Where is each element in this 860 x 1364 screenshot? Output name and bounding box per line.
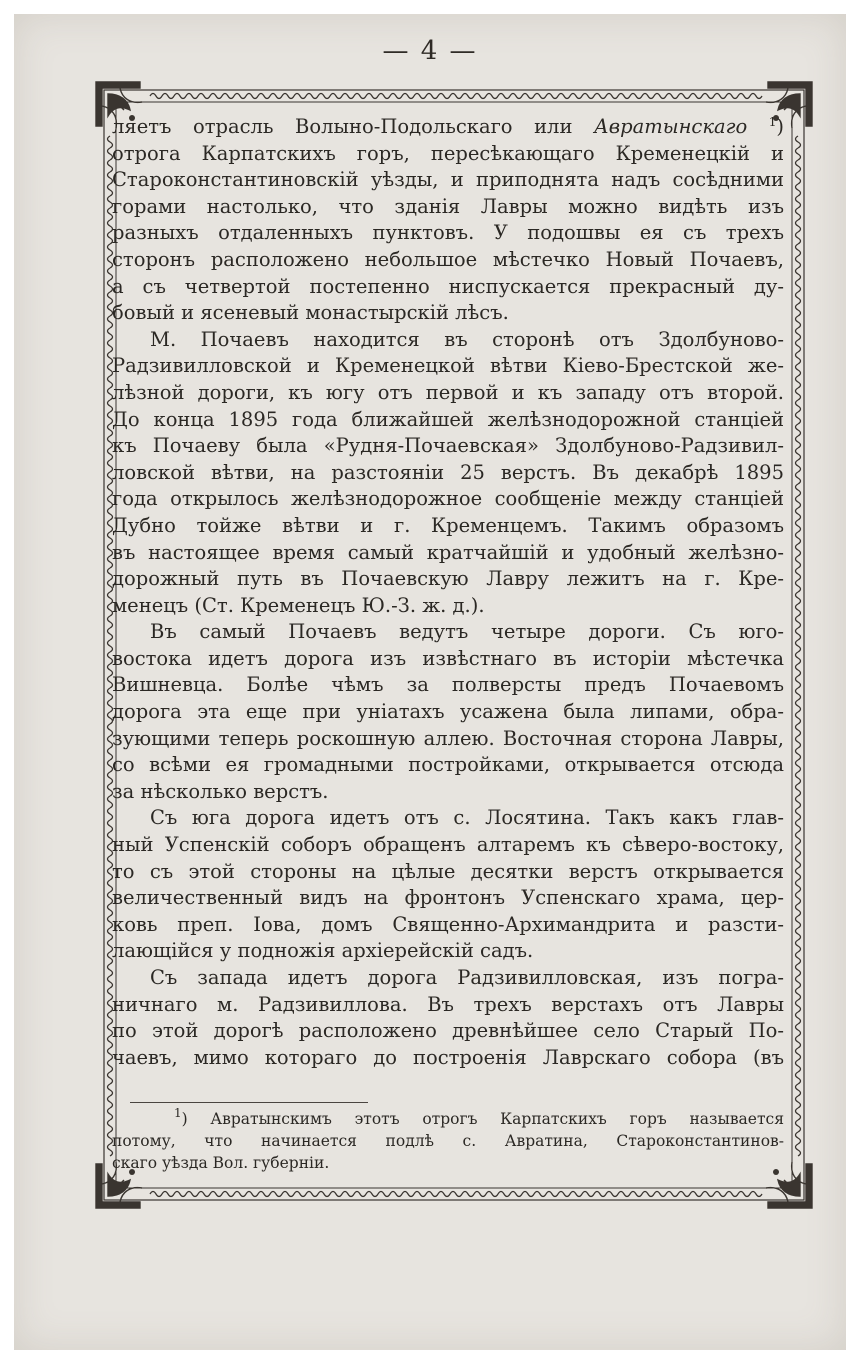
frame-chain-link bbox=[796, 1096, 801, 1108]
frame-chain-link bbox=[796, 616, 801, 628]
text-line: ничнаго м. Радзивиллова. Въ трехъ верстахъ отъ Лавры bbox=[112, 992, 784, 1016]
text-line: Вишневца. Болѣе чѣмъ за полверсты предъ Почаевомъ bbox=[112, 673, 784, 697]
frame-chain-link bbox=[402, 94, 414, 99]
frame-chain-link bbox=[186, 94, 198, 99]
frame-chain-link bbox=[690, 94, 702, 99]
text-line: менецъ (Ст. Кременецъ Ю.-З. ж. д.). bbox=[112, 593, 485, 617]
frame-chain-link bbox=[222, 94, 234, 99]
text-line: чаевъ, мимо котораго до построенія Лаврскаго собора (въ bbox=[112, 1045, 784, 1069]
text-line: то съ этой стороны на цѣлые десятки верстъ открывается bbox=[112, 859, 784, 883]
frame-chain-link bbox=[796, 592, 801, 604]
frame-chain-link bbox=[450, 94, 462, 99]
text-line: Радзивилловской и Кременецкой вѣтви Кіево-Брестской же- bbox=[112, 354, 784, 378]
frame-chain-link bbox=[796, 664, 801, 676]
frame-chain-link bbox=[402, 1192, 414, 1197]
frame-chain-link bbox=[426, 94, 438, 99]
frame-chain-link bbox=[796, 376, 801, 388]
frame-chain-link bbox=[630, 94, 642, 99]
frame-chain-link bbox=[796, 712, 801, 724]
text-line: зующими теперь роскошную аллею. Восточная сторона Лавры, bbox=[112, 726, 784, 750]
frame-chain-link bbox=[174, 1192, 186, 1197]
frame-chain-link bbox=[330, 1192, 342, 1197]
frame-chain-link bbox=[796, 1060, 801, 1072]
frame-chain-link bbox=[714, 1192, 726, 1197]
text-line: Съ юга дорога идетъ отъ с. Лосятина. Такъ какъ глав- bbox=[150, 806, 784, 830]
frame-chain-link bbox=[414, 94, 426, 99]
frame-chain-link bbox=[796, 688, 801, 700]
frame-chain-link bbox=[796, 1036, 801, 1048]
text-line: горами настолько, что зданія Лавры можно видѣть изъ bbox=[112, 194, 784, 218]
frame-chain-link bbox=[354, 94, 366, 99]
frame-chain-link bbox=[666, 1192, 678, 1197]
frame-chain-link bbox=[108, 1072, 113, 1084]
frame-chain-link bbox=[150, 1192, 162, 1197]
frame-chain-link bbox=[796, 856, 801, 868]
frame-chain-link bbox=[690, 1192, 702, 1197]
frame-chain-link bbox=[796, 748, 801, 760]
frame-chain-link bbox=[618, 1192, 630, 1197]
frame-chain-link bbox=[162, 94, 174, 99]
frame-chain-link bbox=[426, 1192, 438, 1197]
text-fragment: ) bbox=[776, 115, 784, 138]
frame-chain-link bbox=[666, 94, 678, 99]
text-line: а съ четвертой постепенно ниспускается прекрасный ду- bbox=[112, 274, 784, 298]
frame-chain-link bbox=[796, 136, 801, 148]
text-line: отрога Карпатскихъ горъ, пересѣкающаго Кременецкій и bbox=[112, 141, 784, 165]
text-line: года открылось желѣзнодорожное сообщеніе между станціей bbox=[112, 487, 784, 511]
frame-chain-link bbox=[796, 472, 801, 484]
frame-chain-link bbox=[198, 94, 210, 99]
frame-chain-link bbox=[796, 532, 801, 544]
text-line: лающійся у подножія архіерейскій садъ. bbox=[112, 939, 534, 963]
frame-chain-link bbox=[796, 280, 801, 292]
footnote bbox=[112, 1108, 784, 1174]
frame-chain-link bbox=[534, 94, 546, 99]
frame-chain-link bbox=[258, 1192, 270, 1197]
frame-chain-link bbox=[796, 676, 801, 688]
frame-chain-link bbox=[186, 1192, 198, 1197]
frame-chain-link bbox=[498, 94, 510, 99]
frame-chain-link bbox=[570, 94, 582, 99]
frame-chain-link bbox=[498, 1192, 510, 1197]
frame-chain-link bbox=[108, 1096, 113, 1108]
text-line: бовый и ясеневый монастырскій лѣсъ. bbox=[112, 301, 509, 325]
frame-chain-link bbox=[796, 988, 801, 1000]
frame-chain-link bbox=[796, 412, 801, 424]
frame-chain-link bbox=[796, 496, 801, 508]
frame-chain-link bbox=[796, 628, 801, 640]
frame-chain-link bbox=[246, 1192, 258, 1197]
frame-chain-link bbox=[726, 1192, 738, 1197]
frame-chain-link bbox=[606, 1192, 618, 1197]
frame-chain-link bbox=[702, 94, 714, 99]
frame-chain-link bbox=[738, 1192, 750, 1197]
text-line: До конца 1895 года ближайшей желѣзнодорожной станціей bbox=[112, 407, 784, 431]
frame-chain-link bbox=[796, 148, 801, 160]
frame-chain-link bbox=[210, 1192, 222, 1197]
frame-chain-link bbox=[270, 94, 282, 99]
frame-chain-link bbox=[796, 244, 801, 256]
frame-chain-link bbox=[796, 304, 801, 316]
frame-chain-link bbox=[726, 94, 738, 99]
frame-chain-link bbox=[522, 1192, 534, 1197]
text-line: ловской вѣтви, на разстояніи 25 верстъ. Въ декабрѣ 1895 bbox=[112, 460, 784, 484]
frame-chain-link bbox=[642, 1192, 654, 1197]
frame-chain-link bbox=[796, 892, 801, 904]
body-text bbox=[112, 114, 784, 1071]
frame-chain-link bbox=[796, 268, 801, 280]
footnote-marker: 1 bbox=[174, 1108, 182, 1120]
frame-chain-link bbox=[796, 868, 801, 880]
text-line: со всѣми ея громадными постройками, открывается отсюда bbox=[112, 753, 784, 777]
text-line: Дубно тойже вѣтви и г. Кременцемъ. Такимъ образомъ bbox=[112, 513, 784, 537]
text-line: ный Успенскій соборъ обращенъ алтаремъ къ сѣверо-востоку, bbox=[112, 833, 784, 857]
frame-chain-link bbox=[546, 94, 558, 99]
frame-chain-link bbox=[796, 640, 801, 652]
frame-chain-link bbox=[796, 964, 801, 976]
text-line: Въ самый Почаевъ ведутъ четыре дороги. Съ юго- bbox=[150, 620, 784, 644]
frame-chain-link bbox=[796, 1012, 801, 1024]
frame-chain-link bbox=[294, 94, 306, 99]
frame-chain-link bbox=[796, 424, 801, 436]
frame-chain-link bbox=[796, 784, 801, 796]
frame-chain-link bbox=[796, 1120, 801, 1132]
frame-chain-link bbox=[796, 256, 801, 268]
frame-chain-link bbox=[678, 1192, 690, 1197]
frame-chain-link bbox=[796, 1084, 801, 1096]
frame-chain-link bbox=[796, 904, 801, 916]
frame-chain-link bbox=[162, 1192, 174, 1197]
footnote-reference[interactable]: 1 bbox=[768, 115, 777, 129]
frame-chain-link bbox=[306, 94, 318, 99]
frame-chain-link bbox=[174, 94, 186, 99]
frame-chain-link bbox=[534, 1192, 546, 1197]
frame-chain-link bbox=[796, 1072, 801, 1084]
frame-chain-link bbox=[796, 208, 801, 220]
frame-chain-link bbox=[486, 1192, 498, 1197]
frame-chain-link bbox=[342, 94, 354, 99]
frame-chain-link bbox=[796, 820, 801, 832]
frame-chain-link bbox=[282, 1192, 294, 1197]
frame-chain-link bbox=[282, 94, 294, 99]
frame-chain-link bbox=[246, 94, 258, 99]
text-fragment: ляетъ отрасль Волыно-Подольскаго или bbox=[112, 115, 594, 138]
frame-chain-link bbox=[796, 508, 801, 520]
frame-chain-link bbox=[558, 1192, 570, 1197]
frame-chain-link bbox=[796, 940, 801, 952]
frame-chain-link bbox=[796, 844, 801, 856]
frame-chain-link bbox=[796, 1000, 801, 1012]
footnote-line: скаго уѣзда Вол. губерніи. bbox=[112, 1154, 330, 1172]
footnote-text: ) Авратынскимъ этотъ отрогъ Карпатскихъ горъ называется bbox=[181, 1110, 784, 1128]
document-page bbox=[14, 14, 846, 1350]
frame-chain-link bbox=[796, 916, 801, 928]
frame-chain-link bbox=[796, 316, 801, 328]
text-line: ковь преп. Іова, домъ Священно-Архимандрита и разсти- bbox=[112, 912, 784, 936]
frame-chain-link bbox=[654, 1192, 666, 1197]
frame-chain-link bbox=[796, 328, 801, 340]
frame-chain-link bbox=[510, 1192, 522, 1197]
frame-chain-link bbox=[796, 352, 801, 364]
frame-chain-link bbox=[438, 1192, 450, 1197]
frame-chain-link bbox=[796, 232, 801, 244]
frame-chain-link bbox=[796, 772, 801, 784]
frame-chain-link bbox=[750, 94, 762, 99]
frame-chain-link bbox=[796, 364, 801, 376]
text-line: разныхъ отдаленныхъ пунктовъ. У подошвы ея съ трехъ bbox=[112, 221, 784, 245]
frame-chain-link bbox=[390, 1192, 402, 1197]
frame-chain-link bbox=[796, 724, 801, 736]
frame-chain-link bbox=[462, 1192, 474, 1197]
frame-chain-link bbox=[414, 1192, 426, 1197]
frame-chain-link bbox=[450, 1192, 462, 1197]
frame-chain-link bbox=[796, 952, 801, 964]
text-line: дорога эта еще при уніатахъ усажена была липами, обра- bbox=[112, 700, 784, 724]
frame-chain-link bbox=[522, 94, 534, 99]
frame-chain-link bbox=[714, 94, 726, 99]
frame-chain-link bbox=[108, 1084, 113, 1096]
text-line: къ Почаеву была «Рудня-Почаевская» Здолбуново-Радзивил- bbox=[112, 434, 784, 458]
frame-chain-link bbox=[796, 388, 801, 400]
frame-chain-link bbox=[582, 94, 594, 99]
frame-chain-link bbox=[796, 184, 801, 196]
frame-chain-link bbox=[378, 94, 390, 99]
text-line: за нѣсколько верстъ. bbox=[112, 779, 329, 803]
frame-chain-link bbox=[796, 340, 801, 352]
frame-chain-link bbox=[570, 1192, 582, 1197]
frame-chain-link bbox=[318, 94, 330, 99]
frame-chain-link bbox=[198, 1192, 210, 1197]
frame-chain-link bbox=[438, 94, 450, 99]
frame-chain-link bbox=[796, 544, 801, 556]
frame-chain-link bbox=[318, 1192, 330, 1197]
frame-chain-link bbox=[796, 580, 801, 592]
frame-chain-link bbox=[796, 736, 801, 748]
frame-chain-link bbox=[796, 172, 801, 184]
footnote-line: потому, что начинается подлѣ с. Авратина, Староконстантинов- bbox=[112, 1132, 784, 1150]
frame-chain-link bbox=[150, 94, 162, 99]
frame-chain-link bbox=[796, 832, 801, 844]
frame-chain-link bbox=[366, 1192, 378, 1197]
text-line: Съ запада идетъ дорога Радзивилловская, изъ погра- bbox=[150, 966, 784, 989]
frame-chain-link bbox=[306, 1192, 318, 1197]
frame-chain-link bbox=[796, 976, 801, 988]
text-line: сторонъ расположено небольшое мѣстечко Новый Почаевъ, bbox=[112, 247, 784, 271]
frame-chain-link bbox=[558, 94, 570, 99]
text-line: лѣзной дороги, къ югу отъ первой и къ западу отъ второй. bbox=[112, 380, 784, 404]
frame-chain-link bbox=[796, 436, 801, 448]
frame-chain-link bbox=[474, 94, 486, 99]
frame-chain-link bbox=[796, 196, 801, 208]
frame-chain-link bbox=[270, 1192, 282, 1197]
frame-chain-link bbox=[210, 94, 222, 99]
page-number: — 4 — bbox=[382, 36, 478, 66]
frame-chain-link bbox=[462, 94, 474, 99]
frame-chain-link bbox=[546, 1192, 558, 1197]
frame-chain-link bbox=[642, 94, 654, 99]
text-line: М. Почаевъ находится въ сторонѣ отъ Здолбуново- bbox=[150, 327, 784, 351]
frame-chain-link bbox=[796, 604, 801, 616]
frame-chain-link bbox=[796, 484, 801, 496]
frame-chain-link bbox=[796, 700, 801, 712]
frame-chain-link bbox=[594, 1192, 606, 1197]
frame-chain-link bbox=[342, 1192, 354, 1197]
text-line bbox=[112, 114, 784, 141]
frame-chain-link bbox=[796, 808, 801, 820]
text-line: величественный видъ на фронтонъ Успенскаго храма, цер- bbox=[112, 886, 784, 910]
frame-chain-link bbox=[796, 460, 801, 472]
frame-chain-link bbox=[678, 94, 690, 99]
frame-chain-link bbox=[796, 928, 801, 940]
frame-chain-link bbox=[750, 1192, 762, 1197]
frame-chain-link bbox=[378, 1192, 390, 1197]
frame-chain-link bbox=[796, 160, 801, 172]
frame-chain-link bbox=[354, 1192, 366, 1197]
frame-chain-link bbox=[796, 400, 801, 412]
text-line: дорожный путь въ Почаевскую Лавру лежитъ на г. Кре- bbox=[112, 567, 784, 591]
frame-chain-link bbox=[796, 292, 801, 304]
text-line: востока идетъ дорога изъ извѣстнаго въ исторіи мѣстечка bbox=[112, 646, 784, 670]
frame-chain-link bbox=[294, 1192, 306, 1197]
frame-chain-link bbox=[796, 796, 801, 808]
frame-chain-link bbox=[594, 94, 606, 99]
frame-chain-link bbox=[702, 1192, 714, 1197]
text-line: Староконстантиновскій уѣзды, и приподнята надъ сосѣдними bbox=[112, 168, 784, 192]
frame-chain-link bbox=[796, 1144, 801, 1156]
frame-chain-link bbox=[366, 94, 378, 99]
frame-chain-link bbox=[654, 94, 666, 99]
frame-chain-link bbox=[234, 94, 246, 99]
frame-chain-link bbox=[796, 1108, 801, 1120]
frame-chain-link bbox=[796, 556, 801, 568]
frame-chain-link bbox=[630, 1192, 642, 1197]
frame-chain-link bbox=[796, 652, 801, 664]
footnote-separator bbox=[130, 1102, 368, 1103]
frame-chain-link bbox=[474, 1192, 486, 1197]
frame-chain-link bbox=[796, 880, 801, 892]
text-line: по этой дорогѣ расположено древнѣйшее село Старый По- bbox=[112, 1019, 784, 1043]
frame-chain-link bbox=[222, 1192, 234, 1197]
frame-chain-link bbox=[796, 568, 801, 580]
frame-chain-link bbox=[618, 94, 630, 99]
frame-chain-link bbox=[486, 94, 498, 99]
frame-chain-link bbox=[796, 1024, 801, 1036]
frame-chain-link bbox=[330, 94, 342, 99]
frame-chain-link bbox=[796, 1048, 801, 1060]
footnote-line bbox=[112, 1108, 784, 1130]
italic-term: Авратынскаго bbox=[593, 115, 748, 138]
frame-chain-link bbox=[390, 94, 402, 99]
frame-chain-link bbox=[606, 94, 618, 99]
frame-chain-link bbox=[796, 220, 801, 232]
frame-chain-link bbox=[796, 1132, 801, 1144]
frame-chain-link bbox=[582, 1192, 594, 1197]
frame-chain-link bbox=[738, 94, 750, 99]
text-line: въ настоящее время самый кратчайшій и удобный желѣзно- bbox=[112, 540, 784, 564]
frame-chain-link bbox=[796, 520, 801, 532]
frame-chain-link bbox=[510, 94, 522, 99]
frame-chain-link bbox=[258, 94, 270, 99]
frame-chain-link bbox=[234, 1192, 246, 1197]
frame-chain-link bbox=[796, 760, 801, 772]
frame-chain-link bbox=[796, 448, 801, 460]
